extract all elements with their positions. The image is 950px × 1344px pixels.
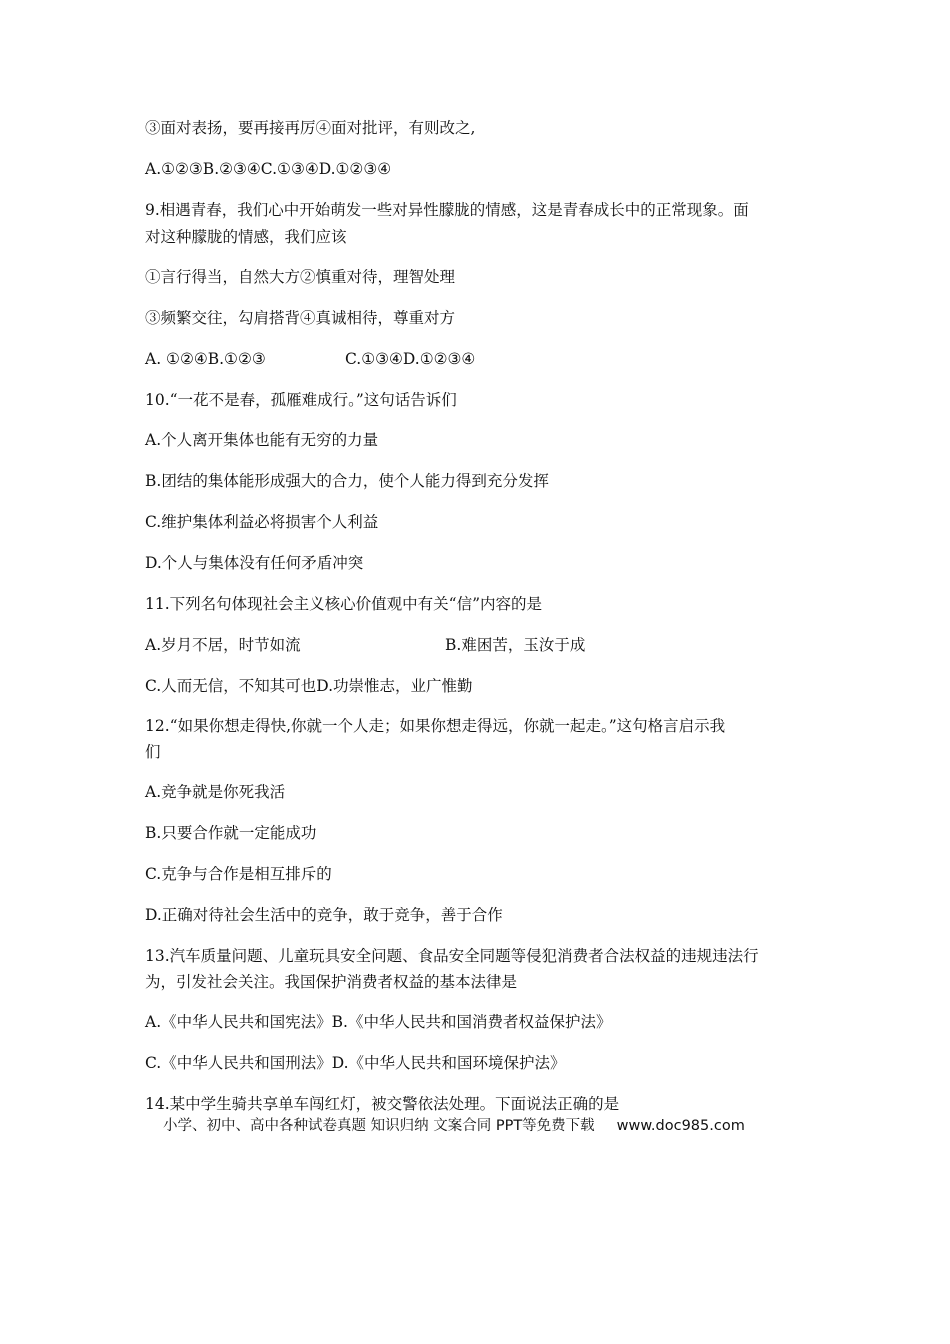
q12-stem-cont: 们	[145, 743, 161, 761]
q12-stem: 12.“如果你想走得快,你就一个人走；如果你想走得远，你就一起走。”这句格言启示我	[145, 717, 726, 735]
q11-options-cd: C.人而无信，不知其可也D.功崇惟志，业广惟勤	[145, 677, 473, 695]
q13-options-cd: C.《中华人民共和国刑法》D.《中华人民共和国环境保护法》	[145, 1054, 566, 1072]
q13-options-ab: A.《中华人民共和国宪法》B.《中华人民共和国消费者权益保护法》	[145, 1013, 612, 1031]
q10-option-c: C.维护集体利益必将损害个人利益	[145, 513, 379, 531]
q9-choices-ab: A. ①②④B.①②③	[145, 350, 266, 368]
q8-choices: A.①②③B.②③④C.①③④D.①②③④	[145, 160, 392, 178]
q11-options-ab	[145, 634, 586, 656]
q10-option-a: A.个人离开集体也能有无穷的力量	[145, 431, 379, 449]
q9-options-1: ①言行得当，自然大方②慎重对待，理智处理	[145, 268, 456, 286]
q8-option-line: ③面对表扬，要再接再厉④面对批评，有则改之,	[145, 119, 476, 137]
q10-stem: 10.“一花不是春，孤雁难成行。”这句话告诉们	[145, 391, 457, 409]
q10-option-b: B.团结的集体能形成强大的合力，使个人能力得到充分发挥	[145, 472, 549, 490]
q12-option-c: C.克争与合作是相互排斥的	[145, 865, 332, 883]
q11-stem: 11.下列名句体现社会主义核心价值观中有关“信”内容的是	[145, 595, 543, 613]
q12-option-a: A.竞争就是你死我活	[145, 783, 286, 801]
footer-url[interactable]: www.doc985.com	[616, 1118, 745, 1134]
q11-option-a: A.岁月不居，时节如流	[145, 636, 301, 654]
q14-stem: 14.某中学生骑共享单车闯红灯，被交警依法处理。下面说法正确的是	[145, 1095, 620, 1113]
q9-choices-cd: C.①③④D.①②③④	[345, 350, 476, 368]
q10-option-d: D.个人与集体没有任何矛盾冲突	[145, 554, 364, 572]
q12-option-d: D.正确对待社会生活中的竞争，敢于竞争，善于合作	[145, 906, 503, 924]
q13-stem: 13.汽车质量问题、儿童玩具安全问题、食品安全同题等侵犯消费者合法权益的违规违法行	[145, 947, 759, 965]
q12-option-b: B.只要合作就一定能成功	[145, 824, 317, 842]
q11-option-b: B.难困苦，玉汝于成	[445, 636, 586, 654]
q9-stem-cont: 对这种朦胧的情感，我们应该	[145, 228, 347, 246]
q9-choices	[145, 348, 476, 370]
q13-stem-cont: 为，引发社会关注。我国保护消费者权益的基本法律是	[145, 973, 518, 991]
q9-options-2: ③频繁交往，勾肩搭背④真诚相待，尊重对方	[145, 309, 456, 327]
page-footer	[163, 1116, 745, 1136]
footer-text: 小学、初中、高中各种试卷真题 知识归纳 文案合同 PPT等免费下载	[163, 1118, 595, 1134]
q9-stem: 9.相遇青春，我们心中开始萌发一些对异性朦胧的情感，这是青春成长中的正常现象。面	[145, 201, 749, 219]
